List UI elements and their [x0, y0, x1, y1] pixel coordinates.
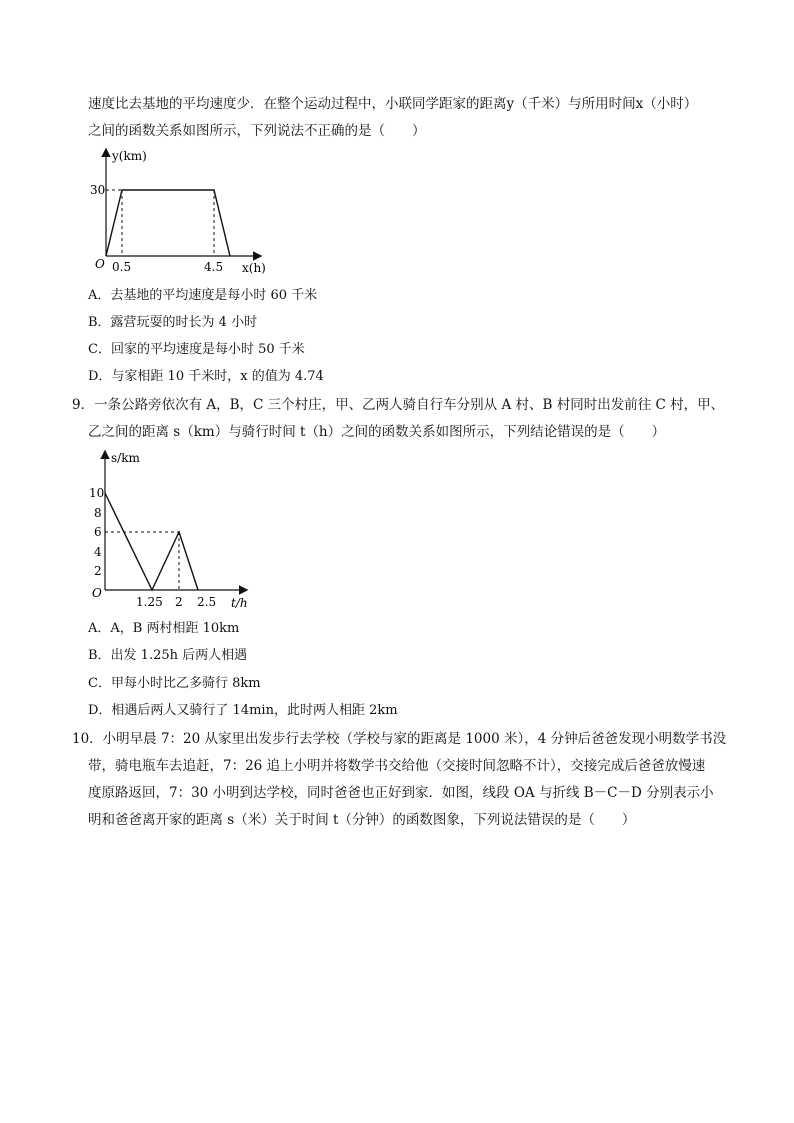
- q8-option-c: C．回家的平均速度是每小时 50 千米: [88, 342, 305, 357]
- q9-y-tick-2: 2: [94, 564, 102, 578]
- q9-y-tick-8: 8: [94, 506, 102, 520]
- q9-origin-label: O: [92, 586, 102, 600]
- q9-y-tick-4: 4: [94, 545, 102, 559]
- q9-graph-line: [105, 493, 198, 590]
- q9-x-tick-2: 2: [175, 595, 183, 609]
- q8-distance-time-graph: [88, 144, 278, 279]
- q8-x-axis-label: x(h): [242, 261, 266, 275]
- q10-stem-line-3: 度原路返回，7：30 小明到达学校，同时爸爸也正好到家．如图，线段 OA 与折线 B－C－D 分别表示小: [88, 785, 714, 801]
- q8-x-tick-4.5: 4.5: [204, 260, 224, 274]
- q8-stem-line-2: 之间的函数关系如图所示，下列说法不正确的是（ ）: [88, 123, 426, 139]
- q8-graph-line: [106, 190, 230, 256]
- q9-option-d: D．相遇后两人又骑行了 14min，此时两人相距 2km: [88, 703, 398, 718]
- q9-y-axis-label: s/km: [111, 451, 140, 465]
- q9-x-tick-1.25: 1.25: [136, 595, 163, 609]
- q8-option-d: D．与家相距 10 千米时，x 的值为 4.74: [88, 369, 324, 384]
- q8-option-b: B．露营玩耍的时长为 4 小时: [88, 315, 258, 330]
- q9-distance-time-graph: [88, 446, 288, 614]
- q8-origin-label: O: [95, 257, 105, 271]
- q9-y-tick-6: 6: [94, 525, 102, 539]
- q9-x-axis-label: t/h: [231, 596, 248, 610]
- q10-stem-line-2: 带，骑电瓶车去追赶，7：26 追上小明并将数学书交给他（交接时间忽略不计），交接完成后爸爸放慢速: [88, 758, 706, 774]
- q9-x-tick-2.5: 2.5: [197, 595, 217, 609]
- q9-option-a: A．A，B 两村相距 10km: [88, 621, 240, 636]
- q8-option-a: A．去基地的平均速度是每小时 60 千米: [88, 288, 318, 303]
- q9-stem-line-2: 乙之间的距离 s（km）与骑行时间 t（h）之间的函数关系如图所示，下列结论错误的是（ ）: [88, 424, 666, 440]
- q9-option-c: C．甲每小时比乙多骑行 8km: [88, 676, 261, 691]
- q9-option-b: B．出发 1.25h 后两人相遇: [88, 648, 248, 663]
- q8-y-axis-label: y(km): [112, 149, 147, 163]
- q8-y-tick-30: 30: [90, 183, 106, 197]
- q9-stem-line-1: 9．一条公路旁依次有 A，B，C 三个村庄，甲、乙两人骑自行车分别从 A 村、B 村同时出发前往 C 村，甲、: [72, 397, 725, 413]
- q10-stem-line-1: 10．小明早晨 7：20 从家里出发步行去学校（学校与家的距离是 1000 米），4 分钟后爸爸发现小明数学书没: [72, 731, 727, 747]
- q8-x-tick-0.5: 0.5: [112, 260, 132, 274]
- q9-y-tick-10: 10: [89, 486, 105, 500]
- q10-stem-line-4: 明和爸爸离开家的距离 s（米）关于时间 t（分钟）的函数图象，下列说法错误的是（ ）: [88, 812, 636, 828]
- q8-stem-line-1: 速度比去基地的平均速度少．在整个运动过程中，小联同学距家的距离y（千米）与所用时间x（小时）: [88, 96, 698, 112]
